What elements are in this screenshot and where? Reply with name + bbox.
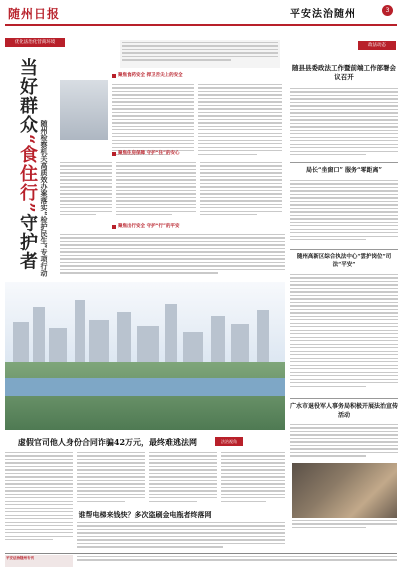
right-article-4-text — [290, 424, 398, 460]
masthead-rule — [5, 24, 397, 26]
feature-intro-box — [120, 40, 280, 68]
right-article-photo — [292, 463, 397, 518]
feature-text-col-4 — [116, 162, 196, 222]
city-riverfront-photo — [5, 282, 285, 430]
bottom-section-tag: 法治视角 — [215, 437, 243, 446]
right-divider-3 — [290, 398, 398, 399]
right-article-3-title: 随州高新区综合执法中心“雲护岗位”司法“平安” — [296, 254, 392, 268]
feature-subhead-3: 聚焦出行安全 守护“行”的平安 — [112, 223, 282, 231]
page-footer — [5, 553, 397, 566]
section-title: 平安法治随州 — [290, 9, 356, 20]
bottom-text-col-1 — [5, 452, 73, 548]
headline-quote: “食住行” — [17, 134, 38, 214]
right-divider-2 — [290, 249, 398, 250]
masthead — [0, 0, 402, 30]
feature-headline — [12, 58, 38, 271]
feature-text-col-6 — [60, 234, 285, 278]
bottom-text-col-2 — [77, 452, 145, 506]
phone-theft-text — [77, 522, 285, 550]
right-article-2-title: 局长“坐窗口” 服务“零距离” — [306, 167, 382, 174]
page-number-badge: 3 — [382, 5, 393, 16]
right-column-tag: 政法动态 — [358, 41, 396, 50]
feature-text-col-5 — [200, 162, 282, 222]
bottom-headline: 虚假官司他人身份合同诈骗42万元，最终难逃法网 — [17, 437, 198, 447]
right-divider-1 — [290, 162, 398, 163]
feature-subhead-2: 聚焦住房保障 守护“住”的安心 — [112, 150, 282, 158]
feature-photo — [60, 80, 108, 140]
footer-label: 平安法治随州专刊 — [5, 555, 73, 567]
feature-text-col-3 — [60, 162, 112, 222]
right-article-2-text — [290, 180, 398, 246]
right-article-4-title: 广水市退役军人事务局积极开展法治宣传活动 — [290, 403, 399, 419]
phone-theft-headline: 谁帮电梯来钱快？多次盗刷金电瓶者终落网 — [78, 510, 212, 519]
bottom-text-col-4 — [221, 452, 285, 506]
photo-caption — [292, 520, 397, 532]
headline-line2: 守护者 — [17, 213, 38, 271]
headline-line1: 当好群众 — [17, 58, 38, 134]
newspaper-brand: 随州日报 — [8, 7, 61, 21]
right-article-1-text — [290, 88, 398, 160]
bottom-text-col-3 — [149, 452, 217, 506]
footer-text — [77, 556, 397, 563]
feature-tag: 优化法治化营商环境 — [5, 38, 65, 47]
right-article-1-title: 随县县委政法工作暨前端工作部署会议召开 — [292, 64, 396, 81]
right-article-3-text — [290, 274, 398, 394]
feature-subtitle: 随州检察机关高质效办案落实“检护民生”专项行动 — [40, 120, 48, 277]
feature-subhead-1: 聚焦食药安全 捍卫舌尖上的安全 — [112, 72, 282, 80]
